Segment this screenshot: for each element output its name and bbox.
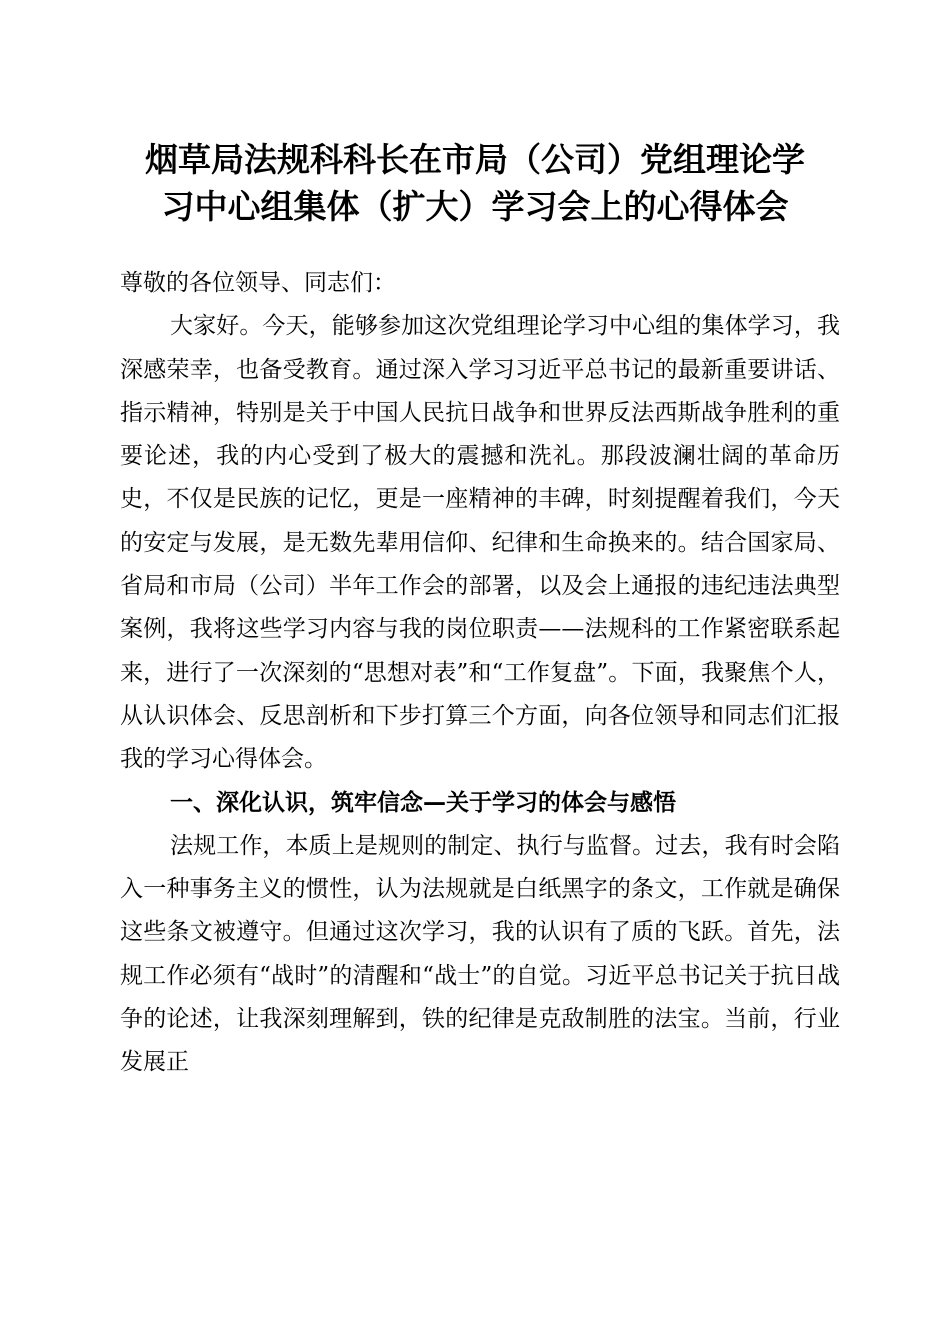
title-line-2: 习中心组集体（扩大）学习会上的心得体会	[161, 187, 789, 226]
paragraph-intro: 大家好。今天，能够参加这次党组理论学习中心组的集体学习，我深感荣幸，也备受教育。通过深入学习习近平总书记的最新重要讲话、指示精神，特别是关于中国人民抗日战争和世界反法西斯战争胜利的重要论述，我的内心受到了极大的震撼和洗礼。那段波澜壮阔的革命历史，不仅是民族的记忆，更是一座精神的丰碑，时刻提醒着我们，今天的安定与发展，是无数先辈用信仰、纪律和生命换来的。结合国家局、省局和市局（公司）半年工作会的部署，以及会上通报的违纪违法典型案例，我将这些学习内容与我的岗位职责——法规科的工作紧密联系起来，进行了一次深刻的“思想对表”和“工作复盘”。下面，我聚焦个人，从认识体会、反思剖析和下步打算三个方面，向各位领导和同志们汇报我的学习心得体会。	[120, 313, 840, 773]
section-heading-1: 一、深化认识，筑牢信念—关于学习的体会与感悟	[170, 789, 676, 816]
document-body	[120, 262, 840, 1085]
title-line-1: 烟草局法规科科长在市局（公司）党组理论学	[145, 140, 805, 179]
salutation: 尊敬的各位领导、同志们：	[120, 270, 396, 296]
document-title	[100, 136, 850, 230]
paragraph-section-1: 法规工作，本质上是规则的制定、执行与监督。过去，我有时会陷入一种事务主义的惯性，认为法规就是白纸黑字的条文，工作就是确保这些条文被遵守。但通过这次学习，我的认识有了质的飞跃。首先，法规工作必须有“战时”的清醒和“战士”的自觉。习近平总书记关于抗日战争的论述，让我深刻理解到，铁的纪律是克敌制胜的法宝。当前，行业发展正	[120, 832, 840, 1076]
